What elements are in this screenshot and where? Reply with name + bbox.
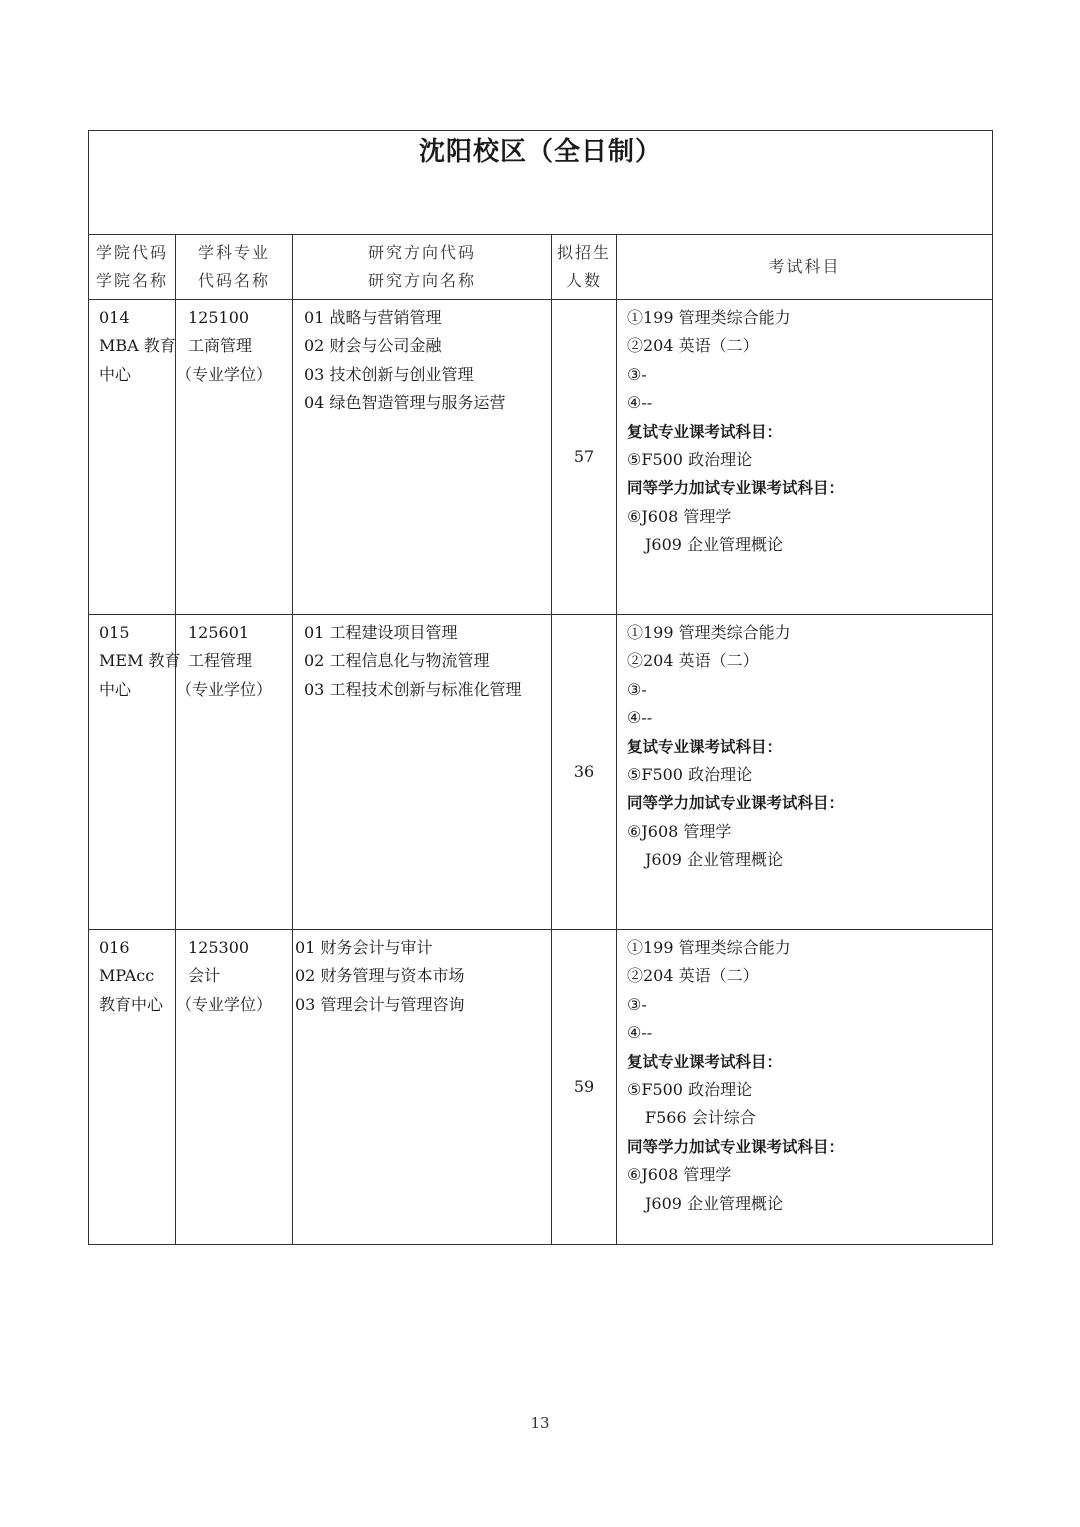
college-name: MEM 教育 <box>99 651 181 671</box>
exam-item: ⑤F500 政治理论 <box>627 450 753 470</box>
direction-cell <box>293 300 552 615</box>
retest-heading: 复试专业课考试科目： <box>627 737 783 756</box>
exam-item: ⑤F500 政治理论 <box>627 765 753 785</box>
major-name: 工商管理 <box>188 336 253 356</box>
exam-item: ①199 管理类综合能力 <box>627 623 791 642</box>
equiv-heading: 同等学力加试专业课考试科目： <box>627 1137 845 1156</box>
exam-item: ⑤F500 政治理论 <box>627 1080 753 1100</box>
major-code: 125100 <box>188 308 250 327</box>
exam-cell <box>617 930 993 1245</box>
direction-item: 03 技术创新与创业管理 <box>304 364 474 384</box>
exam-item: F566 会计综合 <box>645 1108 756 1128</box>
exam-cell <box>617 615 993 930</box>
exam-item: ④-- <box>627 393 653 413</box>
exam-item: ⑥J608 管理学 <box>627 506 732 526</box>
equiv-heading: 同等学力加试专业课考试科目： <box>627 794 845 813</box>
table-row <box>89 615 993 930</box>
exam-item: ②204 英语（二） <box>627 651 759 671</box>
college-name: 中心 <box>99 679 132 699</box>
college-cell <box>89 615 181 930</box>
college-name: 教育中心 <box>99 994 164 1014</box>
retest-heading: 复试专业课考试科目： <box>627 422 783 441</box>
exam-cell <box>617 300 993 615</box>
exam-item: ③- <box>627 994 647 1014</box>
exam-item: ③- <box>627 679 647 699</box>
direction-item: 03 工程技术创新与标准化管理 <box>304 679 522 699</box>
direction-item: 01 工程建设项目管理 <box>304 623 458 642</box>
exam-item: J609 企业管理概论 <box>645 1193 784 1213</box>
table-row <box>89 300 993 615</box>
header-major: 学科专业 代码名称 <box>176 235 293 300</box>
header-row <box>89 235 993 300</box>
table-title: 沈阳校区（全日制） <box>89 131 993 235</box>
admissions-table <box>88 130 993 1245</box>
header-enrollment: 拟招生 人数 <box>552 235 617 300</box>
exam-item: ②204 英语（二） <box>627 966 759 986</box>
direction-item: 02 财会与公司金融 <box>304 336 442 356</box>
direction-item: 02 工程信息化与物流管理 <box>304 651 490 671</box>
college-cell <box>89 300 176 615</box>
exam-item: ①199 管理类综合能力 <box>627 308 791 327</box>
exam-item: ④-- <box>627 1023 653 1043</box>
header-college: 学院代码 学院名称 <box>89 235 176 300</box>
major-type: （专业学位） <box>176 679 273 699</box>
major-code: 125601 <box>188 623 250 642</box>
exam-item: ⑥J608 管理学 <box>627 821 732 841</box>
major-type: （专业学位） <box>176 994 273 1014</box>
header-direction: 研究方向代码 研究方向名称 <box>293 235 552 300</box>
exam-item: J609 企业管理概论 <box>645 850 784 870</box>
direction-item: 04 绿色智造管理与服务运营 <box>304 393 506 413</box>
exam-item: ⑥J608 管理学 <box>627 1165 732 1185</box>
table-row <box>89 930 993 1245</box>
college-name: MPAcc <box>99 966 155 986</box>
exam-item: J609 企业管理概论 <box>645 535 784 555</box>
college-code: 016 <box>99 938 130 957</box>
direction-item: 03 管理会计与管理咨询 <box>295 994 465 1014</box>
exam-item: ①199 管理类综合能力 <box>627 938 791 957</box>
direction-item: 01 战略与营销管理 <box>304 308 442 327</box>
page-number: 13 <box>530 1414 550 1432</box>
header-exams: 考试科目 <box>617 235 993 300</box>
enrollment-count: 59 <box>552 930 617 1245</box>
major-cell <box>176 615 293 930</box>
exam-item: ③- <box>627 364 647 384</box>
retest-heading: 复试专业课考试科目： <box>627 1052 783 1071</box>
direction-cell <box>293 615 552 930</box>
equiv-heading: 同等学力加试专业课考试科目： <box>627 479 845 498</box>
major-cell <box>176 300 293 615</box>
major-name: 工程管理 <box>188 651 253 671</box>
college-code: 014 <box>99 308 130 327</box>
major-code: 125300 <box>188 938 250 957</box>
college-name: MBA 教育 <box>99 336 176 356</box>
college-name: 中心 <box>99 364 132 384</box>
exam-item: ②204 英语（二） <box>627 336 759 356</box>
enrollment-count: 36 <box>552 615 617 930</box>
direction-item: 02 财务管理与资本市场 <box>295 966 465 986</box>
college-code: 015 <box>99 623 130 642</box>
exam-item: ④-- <box>627 708 653 728</box>
college-cell <box>89 930 176 1245</box>
enrollment-count: 57 <box>552 300 617 615</box>
major-cell <box>176 930 293 1245</box>
direction-item: 01 财务会计与审计 <box>295 938 433 957</box>
major-name: 会计 <box>188 966 221 986</box>
major-type: （专业学位） <box>176 364 273 384</box>
direction-cell <box>293 930 552 1245</box>
